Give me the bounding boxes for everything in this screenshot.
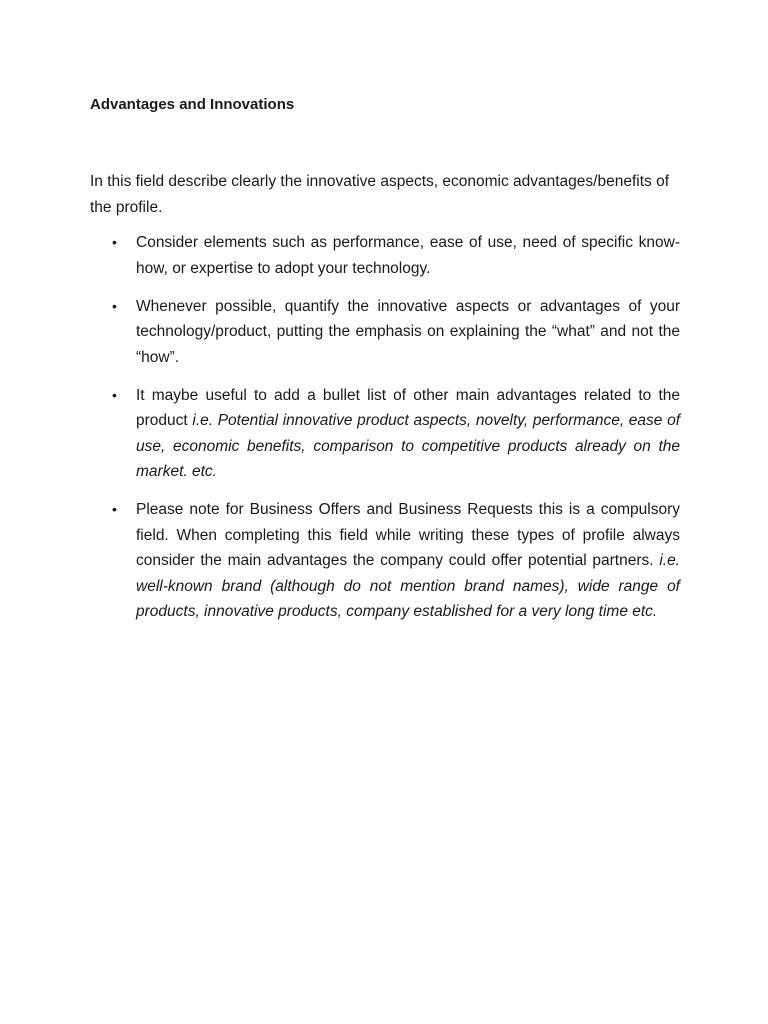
bullet-marker: •	[112, 501, 117, 517]
bullet-italic-text: i.e. Potential innovative product aspects, novelty, performance, ease of use, economic benefits, comparison to competitive products already on the market. etc.	[136, 412, 680, 480]
bullet-text: Consider elements such as performance, ease of use, need of specific know-how, or expertise to adopt your technology.	[136, 234, 680, 277]
bullet-text: Please note for Business Offers and Business Requests this is a compulsory field. When completing this field while writing these types of profile always consider the main advantages the company could offer potential partners.	[136, 501, 680, 569]
section-heading: Advantages and Innovations	[90, 96, 295, 113]
bullet-marker: •	[112, 386, 117, 403]
intro-paragraph: In this field describe clearly the innovative aspects, economic advantages/benefits of the profile.	[90, 173, 669, 216]
bullet-item-advantages-list	[90, 383, 680, 485]
bullet-item-business-offers	[90, 497, 680, 625]
bullet-italic-text: i.e. well-known brand (although do not mention brand names), wide range of products, innovative products, company established for a very long time etc.	[136, 552, 680, 620]
bullet-list	[90, 230, 680, 625]
bullet-text: It maybe useful to add a bullet list of other main advantages related to the product	[136, 386, 680, 429]
bullet-marker: •	[112, 297, 117, 314]
bullet-text: Whenever possible, quantify the innovative aspects or advantages of your technology/product, putting the emphasis on explaining the “what” and not the “how”.	[136, 297, 680, 366]
bullet-item-performance	[90, 230, 680, 281]
bullet-marker: •	[112, 234, 117, 250]
bullet-item-quantify	[90, 294, 680, 371]
document-page	[90, 94, 680, 637]
